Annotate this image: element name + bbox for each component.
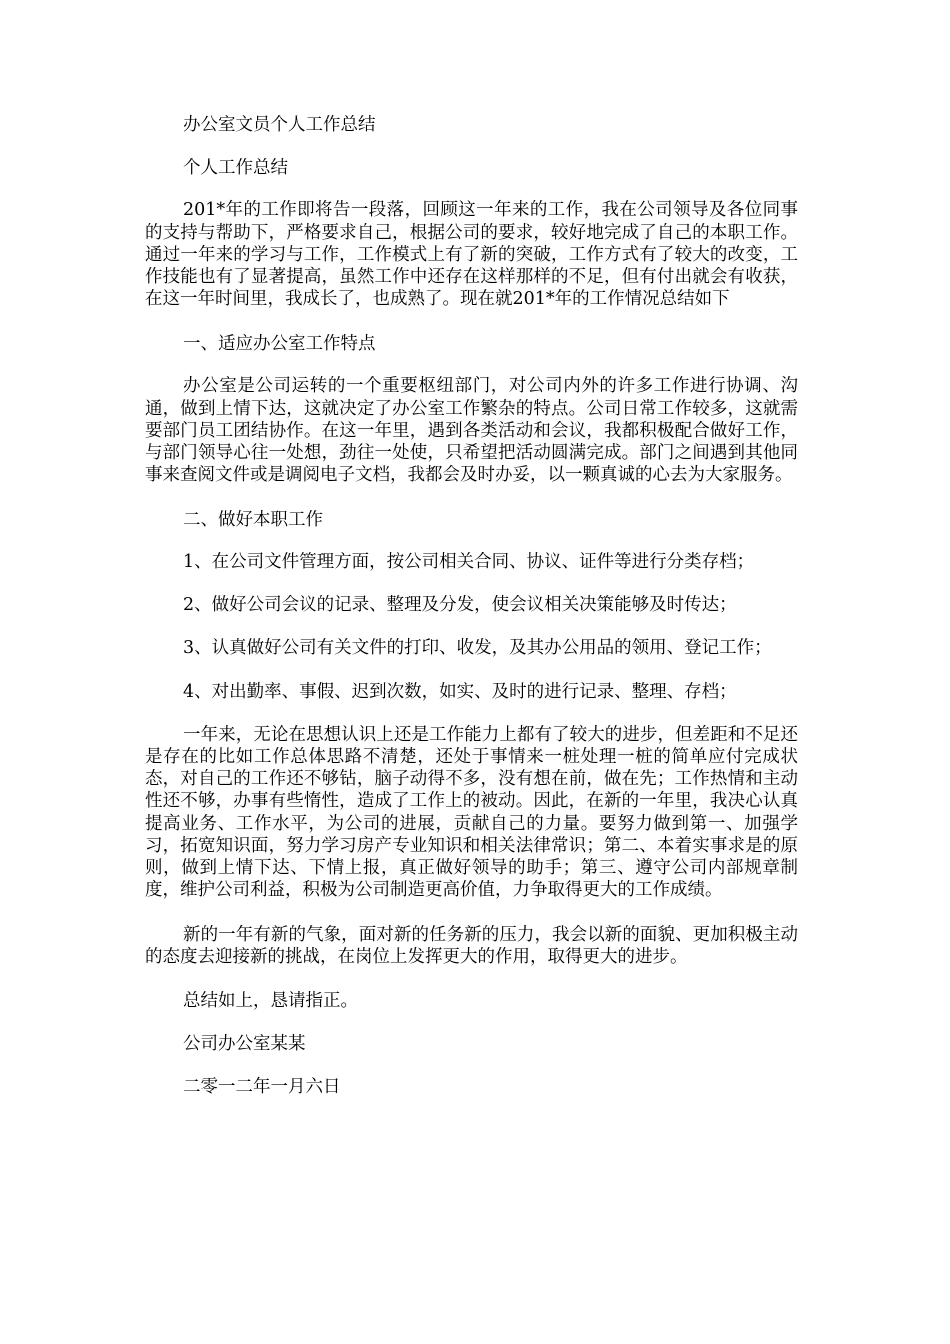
list-item: 3、认真做好公司有关文件的打印、收发，及其办公用品的领用、登记工作； (183, 637, 772, 658)
reflection-paragraph: 一年来，无论在思想认识上还是工作能力上都有了较大的进步，但差距和不足还是存在的比如工作总体思路不清楚，还处于事情来一桩处理一桩的简单应付完成状态，对自己的工作还不够钻，脑子动得不多，没有想在前，做在先；工作热情和主动性还不够，办事有些惰性，造成了工作上的被动。因此，在新的一年里，我决心认真提高业务、工作水平，为公司的进展，贡献自己的力量。要努力做到第一、加强学习，拓宽知识面，努力学习房产专业知识和相关法律常识；第二、本着实事求是的原则，做到上情下达、下情上报，真正做好领导的助手；第三、遵守公司内部规章制度，维护公司利益，积极为公司制造更高价值，力争取得更大的工作成绩。 (145, 724, 798, 901)
document-title: 办公室文员个人工作总结 (183, 115, 376, 135)
section-1-paragraph: 办公室是公司运转的一个重要枢纽部门，对公司内外的许多工作进行协调、沟通，做到上情下达，这就决定了办公室工作繁杂的特点。公司日常工作较多，这就需要部门员工团结协作。在这一年里，遇到各类活动和会议，我都积极配合做好工作，与部门领导心往一处想，劲往一处使，只希望把活动圆满完成。部门之间遇到其他同事来查阅文件或是调阅电子文档，我都会及时办妥，以一颗真诚的心去为大家服务。 (145, 376, 798, 486)
list-item: 4、对出勤率、事假、迟到次数，如实、及时的进行记录、整理、存档； (183, 682, 737, 703)
closing-line: 总结如上，恳请指正。 (183, 991, 358, 1012)
list-item: 1、在公司文件管理方面，按公司相关合同、协议、证件等进行分类存档； (183, 552, 755, 573)
section-heading-1: 一、适应办公室工作特点 (183, 333, 376, 354)
intro-paragraph: 201*年的工作即将告一段落，回顾这一年来的工作，我在公司领导及各位同事的支持与帮助下，严格要求自己，根据公司的要求，较好地完成了自己的本职工作。通过一年来的学习与工作，工作模式上有了新的突破，工作方式有了较大的改变，工作技能也有了显著提高，虽然工作中还存在这样那样的不足，但有付出就会有收获，在这一年时间里，我成长了，也成熟了。现在就201*年的工作情况总结如下 (145, 200, 798, 310)
outlook-paragraph: 新的一年有新的气象，面对新的任务新的压力，我会以新的面貌、更加积极主动的态度去迎接新的挑战，在岗位上发挥更大的作用，取得更大的进步。 (145, 924, 798, 967)
signature-line: 公司办公室某某 (183, 1033, 306, 1054)
document-body (145, 114, 798, 1118)
date-line: 二零一二年一月六日 (183, 1076, 341, 1097)
document-subtitle: 个人工作总结 (183, 157, 288, 178)
list-item: 2、做好公司会议的记录、整理及分发，使会议相关决策能够及时传达； (183, 594, 737, 615)
section-heading-2: 二、做好本职工作 (183, 509, 323, 530)
